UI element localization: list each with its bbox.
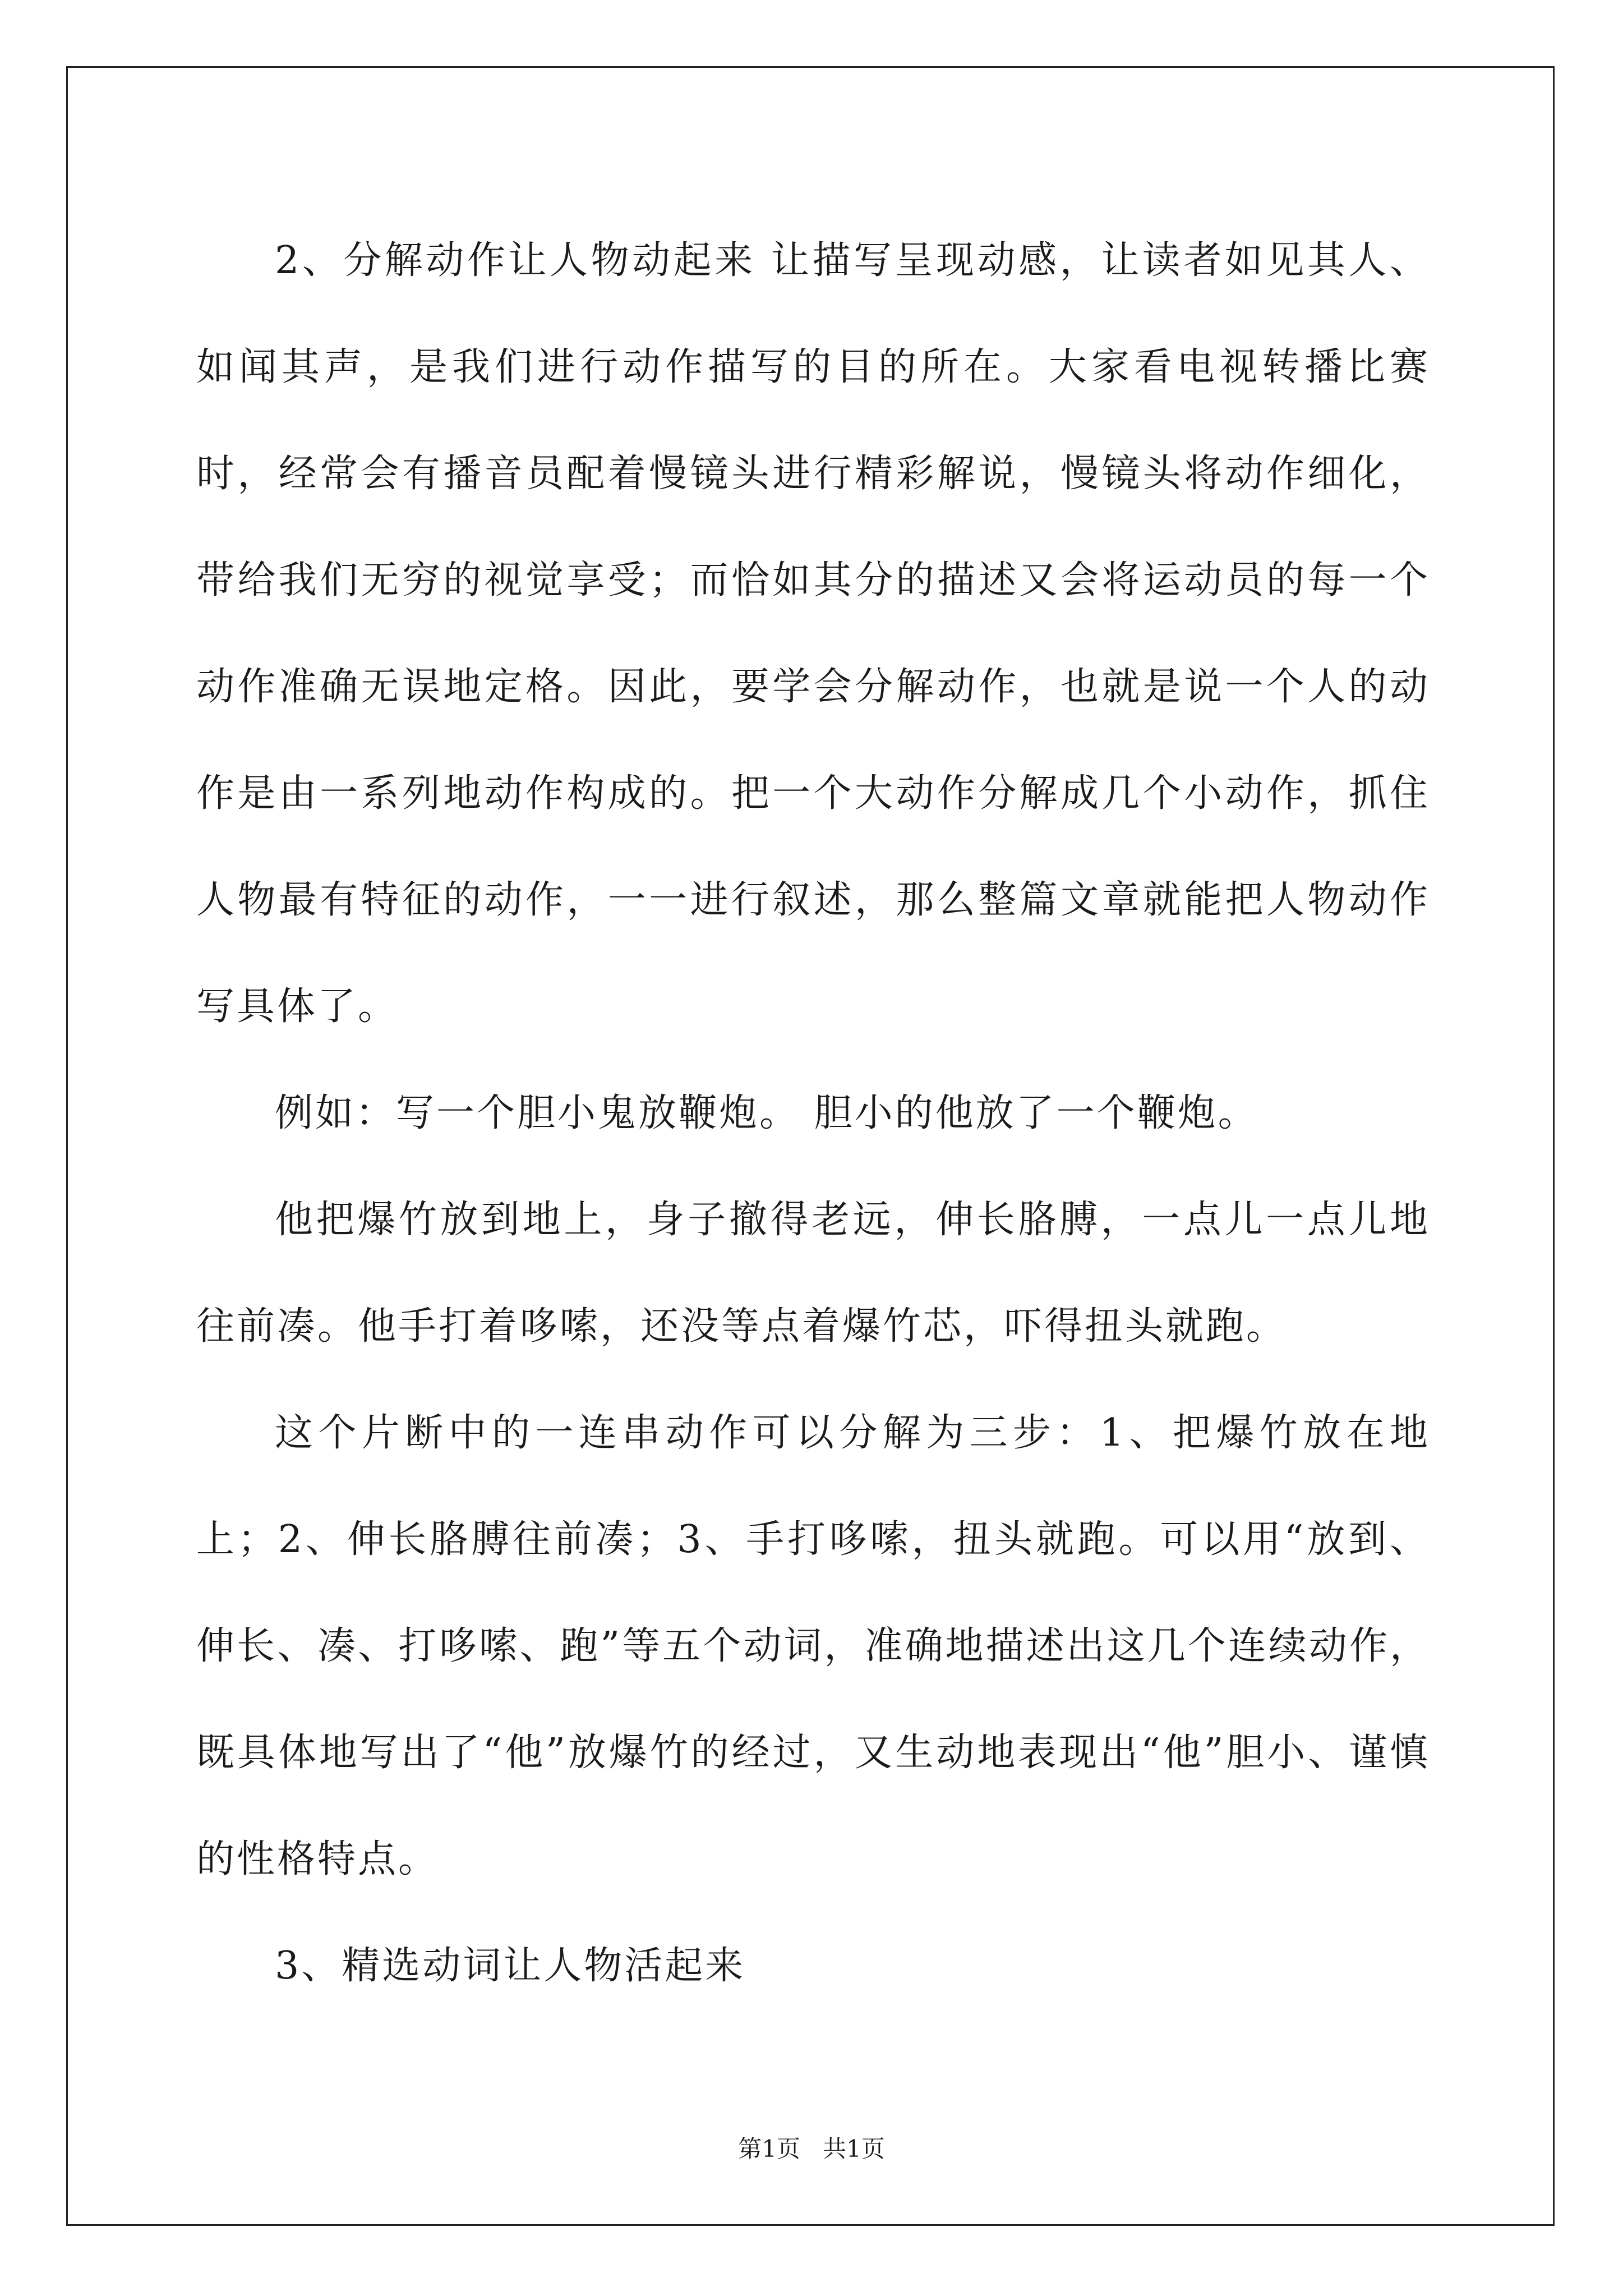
paragraph-example: 例如：写一个胆小鬼放鞭炮。 胆小的他放了一个鞭炮。	[275, 1091, 1258, 1135]
paragraph-select-verbs: 3、精选动词让人物活起来	[275, 1944, 746, 1988]
paragraph-analysis: 这个片断中的一连串动作可以分解为三步：1、把爆竹放在地上；2、伸长胳膊往前凑；3、手打哆嗦，扭头就跑。可以用“放到、伸长、凑、打哆嗦、跑”等五个动词，准确地描述出这几个连续动作，既具体地写出了“他”放爆竹的经过，又生动地表现出“他”胆小、谨慎的性格特点。	[196, 1411, 1430, 1881]
page-footer	[0, 2131, 1623, 2164]
paragraph-firecracker: 他把爆竹放到地上，身子撤得老远，伸长胳膊，一点儿一点儿地往前凑。他手打着哆嗦，还没等点着爆竹芯，吓得扭头就跑。	[196, 1198, 1430, 1349]
page-number-total: 共1页	[823, 2135, 885, 2162]
paragraph-decompose-action: 2、分解动作让人物动起来 让描写呈现动感，让读者如见其人、如闻其声，是我们进行动作描写的目的所在。大家看电视转播比赛时，经常会有播音员配着慢镜头进行精彩解说，慢镜头将动作细化，带给我们无穷的视觉享受；而恰如其分的描述又会将运动员的每一个动作准确无误地定格。因此，要学会分解动作，也就是说一个人的动作是由一系列地动作构成的。把一个大动作分解成几个小动作，抓住人物最有特征的动作，一一进行叙述，那么整篇文章就能把人物动作写具体了。	[196, 238, 1430, 1029]
document-body	[196, 208, 1430, 2019]
page-number-current: 第1页	[738, 2135, 800, 2162]
